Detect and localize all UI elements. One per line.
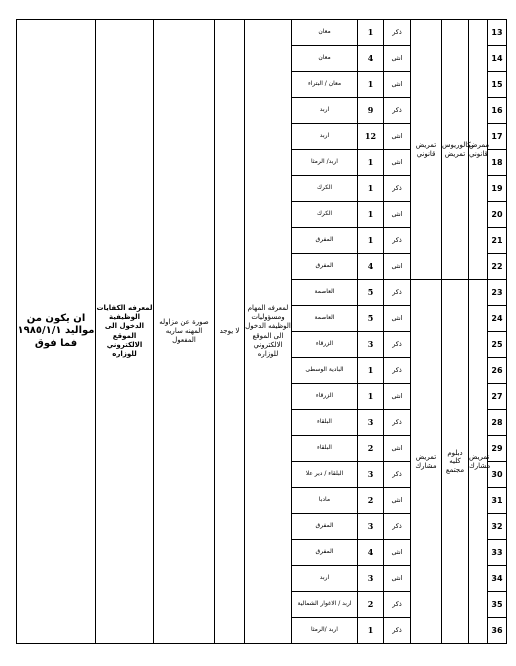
- location-cell: المفرق: [292, 540, 358, 566]
- row-number-cell: 14: [488, 46, 507, 72]
- competencies-cell: لمعرفه الكفايات الوظيفية الدخول الى الموقع الالكتروني للوزاره: [96, 20, 154, 644]
- count-cell: 5: [358, 280, 384, 306]
- gender-cell: ذكر: [384, 228, 411, 254]
- job-title-cell: ممرض قانوني: [469, 20, 488, 280]
- row-number-cell: 13: [488, 20, 507, 46]
- row-number-cell: 34: [488, 566, 507, 592]
- location-cell: البادية الوسطى: [292, 358, 358, 384]
- row-number-cell: 26: [488, 358, 507, 384]
- count-cell: 1: [358, 358, 384, 384]
- gender-cell: انثى: [384, 540, 411, 566]
- gender-cell: ذكر: [384, 592, 411, 618]
- location-cell: معان / البتراء: [292, 72, 358, 98]
- location-cell: البلقاء: [292, 436, 358, 462]
- count-cell: 3: [358, 410, 384, 436]
- count-cell: 1: [358, 150, 384, 176]
- count-cell: 4: [358, 540, 384, 566]
- location-cell: الزرقاء: [292, 384, 358, 410]
- location-cell: العاصمة: [292, 306, 358, 332]
- qualification-cell: بكالوريوس تمريض: [442, 20, 469, 280]
- license-copy-cell: صورة عن مزاوله المهنه ساريه المفعول: [154, 20, 215, 644]
- location-cell: الكرك: [292, 202, 358, 228]
- location-cell: معان: [292, 20, 358, 46]
- count-cell: 2: [358, 488, 384, 514]
- job-title-cell: تمريض مشارك: [469, 280, 488, 644]
- location-cell: البلقاء: [292, 410, 358, 436]
- count-cell: 2: [358, 592, 384, 618]
- row-number-cell: 20: [488, 202, 507, 228]
- gender-cell: انثى: [384, 150, 411, 176]
- count-cell: 3: [358, 462, 384, 488]
- location-cell: اربد /الرمثا: [292, 618, 358, 644]
- gender-cell: ذكر: [384, 280, 411, 306]
- row-number-cell: 30: [488, 462, 507, 488]
- count-cell: 1: [358, 618, 384, 644]
- row-number-cell: 15: [488, 72, 507, 98]
- count-cell: 3: [358, 566, 384, 592]
- count-cell: 3: [358, 332, 384, 358]
- gender-cell: انثى: [384, 488, 411, 514]
- location-cell: المفرق: [292, 228, 358, 254]
- count-cell: 4: [358, 46, 384, 72]
- count-cell: 2: [358, 436, 384, 462]
- location-cell: الزرقاء: [292, 332, 358, 358]
- gender-cell: انثى: [384, 306, 411, 332]
- gender-cell: انثى: [384, 254, 411, 280]
- count-cell: 1: [358, 176, 384, 202]
- row-number-cell: 17: [488, 124, 507, 150]
- count-cell: 12: [358, 124, 384, 150]
- row-number-cell: 31: [488, 488, 507, 514]
- gender-cell: ذكر: [384, 98, 411, 124]
- gender-cell: انثى: [384, 436, 411, 462]
- row-number-cell: 16: [488, 98, 507, 124]
- location-cell: البلقاء / دير علا: [292, 462, 358, 488]
- location-cell: مادبا: [292, 488, 358, 514]
- location-cell: اربد/ الرمثا: [292, 150, 358, 176]
- count-cell: 1: [358, 384, 384, 410]
- location-cell: اربد: [292, 566, 358, 592]
- row-number-cell: 19: [488, 176, 507, 202]
- row-number-cell: 29: [488, 436, 507, 462]
- count-cell: 4: [358, 254, 384, 280]
- gender-cell: انثى: [384, 124, 411, 150]
- gender-cell: ذكر: [384, 514, 411, 540]
- none-cell: لا يوجد: [215, 20, 245, 644]
- count-cell: 1: [358, 202, 384, 228]
- row-number-cell: 21: [488, 228, 507, 254]
- gender-cell: ذكر: [384, 358, 411, 384]
- gender-cell: انثى: [384, 566, 411, 592]
- row-number-cell: 33: [488, 540, 507, 566]
- count-cell: 9: [358, 98, 384, 124]
- gender-cell: ذكر: [384, 332, 411, 358]
- row-number-cell: 32: [488, 514, 507, 540]
- location-cell: المفرق: [292, 254, 358, 280]
- gender-cell: ذكر: [384, 410, 411, 436]
- row-number-cell: 35: [488, 592, 507, 618]
- count-cell: 5: [358, 306, 384, 332]
- row-number-cell: 36: [488, 618, 507, 644]
- specialization-cell: تمريض مشارك: [411, 280, 442, 644]
- age-condition-cell: ان يكون من مواليد ١٩٨٥/١/١ فما فوق: [17, 20, 96, 644]
- row-number-cell: 28: [488, 410, 507, 436]
- row-number-cell: 22: [488, 254, 507, 280]
- gender-cell: انثى: [384, 202, 411, 228]
- count-cell: 3: [358, 514, 384, 540]
- location-cell: اربد / الاغوار الشمالية: [292, 592, 358, 618]
- vacancies-table-body: [17, 20, 507, 644]
- row-number-cell: 27: [488, 384, 507, 410]
- location-cell: المفرق: [292, 514, 358, 540]
- row-number-cell: 25: [488, 332, 507, 358]
- qualification-cell: دبلوم كليه مجتمع: [442, 280, 469, 644]
- row-number-cell: 23: [488, 280, 507, 306]
- specialization-cell: تمريض قانوني: [411, 20, 442, 280]
- gender-cell: ذكر: [384, 618, 411, 644]
- count-cell: 1: [358, 72, 384, 98]
- gender-cell: ذكر: [384, 20, 411, 46]
- count-cell: 1: [358, 20, 384, 46]
- table-row: [17, 20, 507, 46]
- gender-cell: انثى: [384, 46, 411, 72]
- gender-cell: انثى: [384, 72, 411, 98]
- vacancies-table: [16, 19, 507, 644]
- location-cell: معان: [292, 46, 358, 72]
- gender-cell: ذكر: [384, 462, 411, 488]
- vacancies-document: [16, 19, 501, 644]
- location-cell: اربد: [292, 124, 358, 150]
- location-cell: الكرك: [292, 176, 358, 202]
- row-number-cell: 24: [488, 306, 507, 332]
- location-cell: اربد: [292, 98, 358, 124]
- location-cell: العاصمة: [292, 280, 358, 306]
- gender-cell: انثى: [384, 384, 411, 410]
- row-number-cell: 18: [488, 150, 507, 176]
- duties-cell: لمعرفه المهام ومسؤوليات الوظيفه الدخول الى الموقع الالكتروني للوزاره: [245, 20, 292, 644]
- count-cell: 1: [358, 228, 384, 254]
- gender-cell: ذكر: [384, 176, 411, 202]
